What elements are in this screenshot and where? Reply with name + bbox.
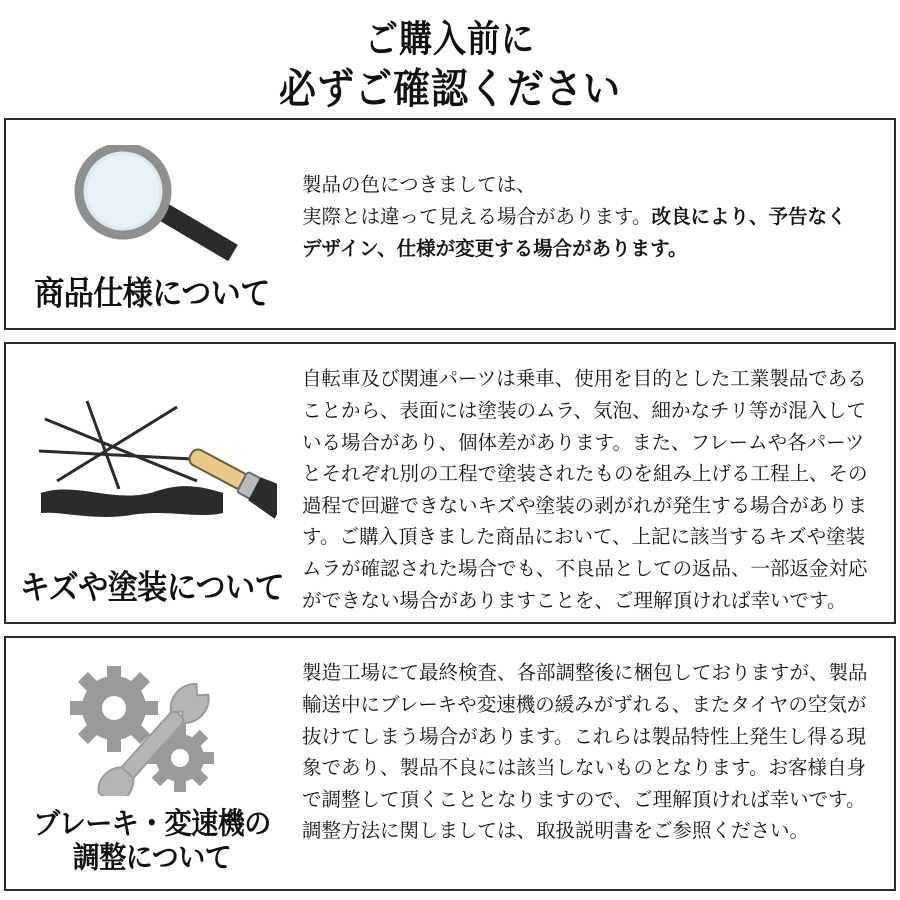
header-line-1: ご購入前に <box>365 18 535 60</box>
section-1-body-line2-normal: 実際とは違って見える場合があります。 <box>302 206 652 229</box>
section-3-title <box>12 807 292 881</box>
gears-wrench-icon <box>12 648 292 813</box>
section-3-title-line2: 調整について <box>72 841 232 875</box>
section-2-left <box>6 344 298 622</box>
section-1-body-line3: デザイン、仕様が変更する場合があります。 <box>302 237 688 260</box>
section-1-title: 商品仕様について <box>34 276 270 313</box>
section-1-left <box>6 120 298 328</box>
section-2-body-text: 自転車及び関連パーツは乗車、使用を目的とした工業製品であることから、表面には塗装のムラ、気泡、細かなチリ等が混入している場合があり、個体差があります。また、フレームや各パーツとそれぞれ別の工程で塗装されたものを組み上げる工程上、その過程で回避できないキズや塗装の剥がれが発生する場合があります。ご購入頂きました商品において、上記に該当するキズや塗装ムラが確認された場合でも、不良品としての返品、一部返金対応ができない場合がありますことを、ご理解頂ければ幸いです。 <box>302 368 868 612</box>
section-1-body-line1: 製品の色につきましては、 <box>302 174 536 197</box>
section-scratch-paint <box>4 342 896 624</box>
section-3-title-line1: ブレーキ・変速機の <box>33 807 271 841</box>
section-2-body <box>298 344 894 622</box>
section-3-body-text-2: 調整方法に関しましては、取扱説明書をご参照ください。 <box>302 820 810 843</box>
section-product-spec <box>4 118 896 330</box>
section-brake-gear-adjust <box>4 636 896 891</box>
paintbrush-icon <box>12 354 292 574</box>
section-1-body <box>298 120 894 328</box>
section-1-body-line2-bold: 改良により、予告なく <box>651 206 847 229</box>
section-3-left <box>6 638 298 889</box>
magnifier-icon <box>12 130 292 280</box>
header-line-2: 必ずご確認ください <box>279 65 621 112</box>
section-1-body-line2 <box>302 202 878 234</box>
section-3-body <box>298 638 894 889</box>
section-3-body-text: 製造工場にて最終検査、各部調整後に梱包しておりますが、製品輸送中にブレーキや変速機の緩みがずれる、またタイヤの空気が抜けてしまう場合があります。これらは製品特性上発生し得る現象であり、製品不良には該当しないものとなります。お客様自身で調整して頂くこととなりますので、ご理解頂ければ幸いです。 <box>302 662 868 811</box>
section-2-title: キズや塗装について <box>19 570 285 607</box>
page-header <box>0 0 900 118</box>
